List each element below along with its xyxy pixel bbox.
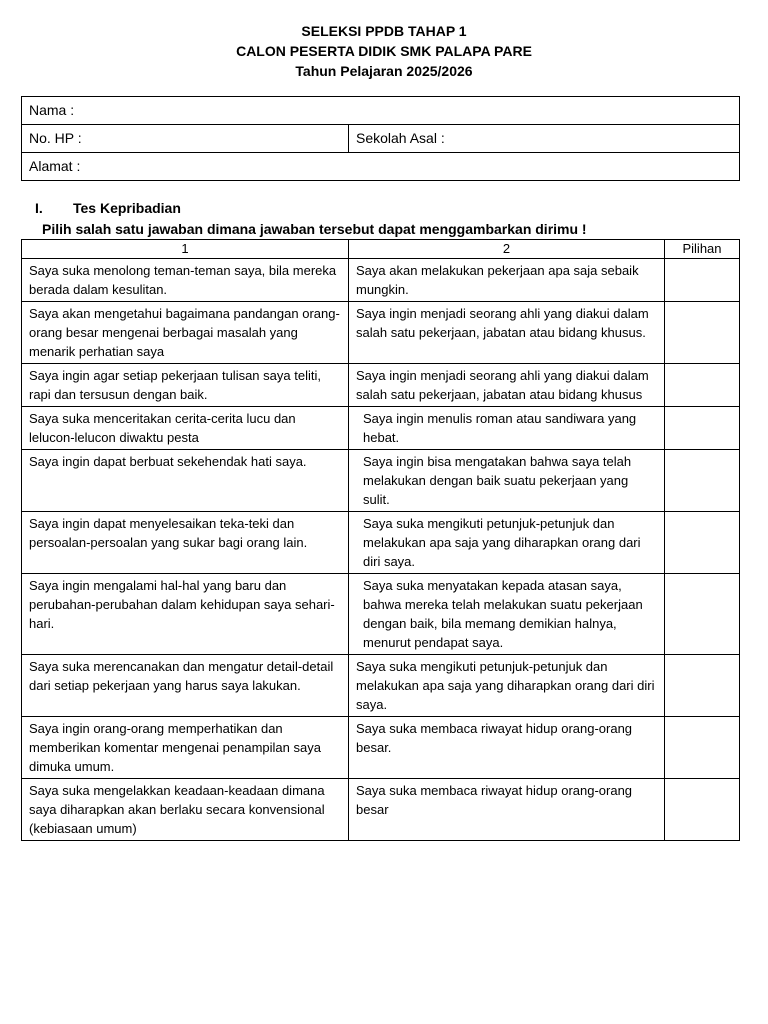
address-field[interactable]: Alamat : bbox=[22, 153, 740, 181]
section-title: Tes Kepribadian bbox=[73, 200, 181, 216]
statement-a: Saya akan mengetahui bagaimana pandangan orang-orang besar mengenai berbagai masalah yang menarik perhatian saya bbox=[22, 302, 349, 364]
statement-a: Saya ingin dapat berbuat sekehendak hati saya. bbox=[22, 450, 349, 512]
choice-cell[interactable] bbox=[665, 259, 740, 302]
origin-school-field[interactable]: Sekolah Asal : bbox=[349, 125, 740, 153]
choice-cell[interactable] bbox=[665, 779, 740, 841]
statement-b: Saya suka menyatakan kepada atasan saya, bahwa mereka telah melakukan suatu pekerjaan dengan baik, bila memang demikian halnya, menurut pendapat saya. bbox=[349, 574, 665, 655]
header-title: SELEKSI PPDB TAHAP 1 bbox=[301, 23, 467, 39]
column-header-2: 2 bbox=[349, 240, 665, 259]
instruction-text: Pilih salah satu jawaban dimana jawaban tersebut dapat menggambarkan dirimu ! bbox=[42, 221, 587, 237]
statement-b: Saya ingin menulis roman atau sandiwara yang hebat. bbox=[349, 407, 665, 450]
table-row bbox=[22, 364, 740, 407]
name-field[interactable]: Nama : bbox=[22, 97, 740, 125]
choice-cell[interactable] bbox=[665, 364, 740, 407]
table-row bbox=[22, 779, 740, 841]
table-row bbox=[22, 302, 740, 364]
statement-b: Saya ingin bisa mengatakan bahwa saya telah melakukan dengan baik suatu pekerjaan yang sulit. bbox=[349, 450, 665, 512]
choice-cell[interactable] bbox=[665, 302, 740, 364]
question-table bbox=[21, 239, 740, 841]
statement-a: Saya ingin agar setiap pekerjaan tulisan saya teliti, rapi dan tersusun dengan baik. bbox=[22, 364, 349, 407]
statement-a: Saya ingin mengalami hal-hal yang baru dan perubahan-perubahan dalam kehidupan saya sehari-hari. bbox=[22, 574, 349, 655]
statement-b: Saya akan melakukan pekerjaan apa saja sebaik mungkin. bbox=[349, 259, 665, 302]
choice-cell[interactable] bbox=[665, 450, 740, 512]
statement-b: Saya ingin menjadi seorang ahli yang diakui dalam salah satu pekerjaan, jabatan atau bidang khusus bbox=[349, 364, 665, 407]
statement-b: Saya suka membaca riwayat hidup orang-orang besar. bbox=[349, 717, 665, 779]
table-row bbox=[22, 512, 740, 574]
table-row bbox=[22, 259, 740, 302]
statement-a: Saya suka menolong teman-teman saya, bila mereka berada dalam kesulitan. bbox=[22, 259, 349, 302]
statement-b: Saya suka mengikuti petunjuk-petunjuk dan melakukan apa saja yang diharapkan orang dari diri saya. bbox=[349, 512, 665, 574]
choice-cell[interactable] bbox=[665, 512, 740, 574]
table-row bbox=[22, 655, 740, 717]
choice-cell[interactable] bbox=[665, 574, 740, 655]
table-row bbox=[22, 407, 740, 450]
table-row bbox=[22, 574, 740, 655]
identity-table bbox=[21, 96, 740, 181]
phone-field[interactable]: No. HP : bbox=[22, 125, 349, 153]
header-year: Tahun Pelajaran 2025/2026 bbox=[295, 63, 473, 79]
table-row bbox=[22, 717, 740, 779]
table-row bbox=[22, 450, 740, 512]
statement-a: Saya ingin dapat menyelesaikan teka-teki dan persoalan-persoalan yang sukar bagi orang lain. bbox=[22, 512, 349, 574]
statement-a: Saya suka menceritakan cerita-cerita lucu dan lelucon-lelucon diwaktu pesta bbox=[22, 407, 349, 450]
choice-cell[interactable] bbox=[665, 655, 740, 717]
statement-a: Saya ingin orang-orang memperhatikan dan memberikan komentar mengenai penampilan saya dimuka umum. bbox=[22, 717, 349, 779]
header-school: CALON PESERTA DIDIK SMK PALAPA PARE bbox=[236, 43, 532, 59]
column-header-1: 1 bbox=[22, 240, 349, 259]
choice-cell[interactable] bbox=[665, 717, 740, 779]
section-number: I. bbox=[35, 200, 43, 216]
column-header-choice: Pilihan bbox=[665, 240, 740, 259]
table-header-row bbox=[22, 240, 740, 259]
statement-a: Saya suka merencanakan dan mengatur detail-detail dari setiap pekerjaan yang harus saya lakukan. bbox=[22, 655, 349, 717]
choice-cell[interactable] bbox=[665, 407, 740, 450]
statement-b: Saya suka mengikuti petunjuk-petunjuk dan melakukan apa saja yang diharapkan orang dari diri saya. bbox=[349, 655, 665, 717]
section-heading bbox=[35, 198, 181, 218]
statement-b: Saya suka membaca riwayat hidup orang-orang besar bbox=[349, 779, 665, 841]
document-header bbox=[0, 21, 768, 81]
statement-b: Saya ingin menjadi seorang ahli yang diakui dalam salah satu pekerjaan, jabatan atau bidang khusus. bbox=[349, 302, 665, 364]
statement-a: Saya suka mengelakkan keadaan-keadaan dimana saya diharapkan akan berlaku secara konvensional (kebiasaan umum) bbox=[22, 779, 349, 841]
